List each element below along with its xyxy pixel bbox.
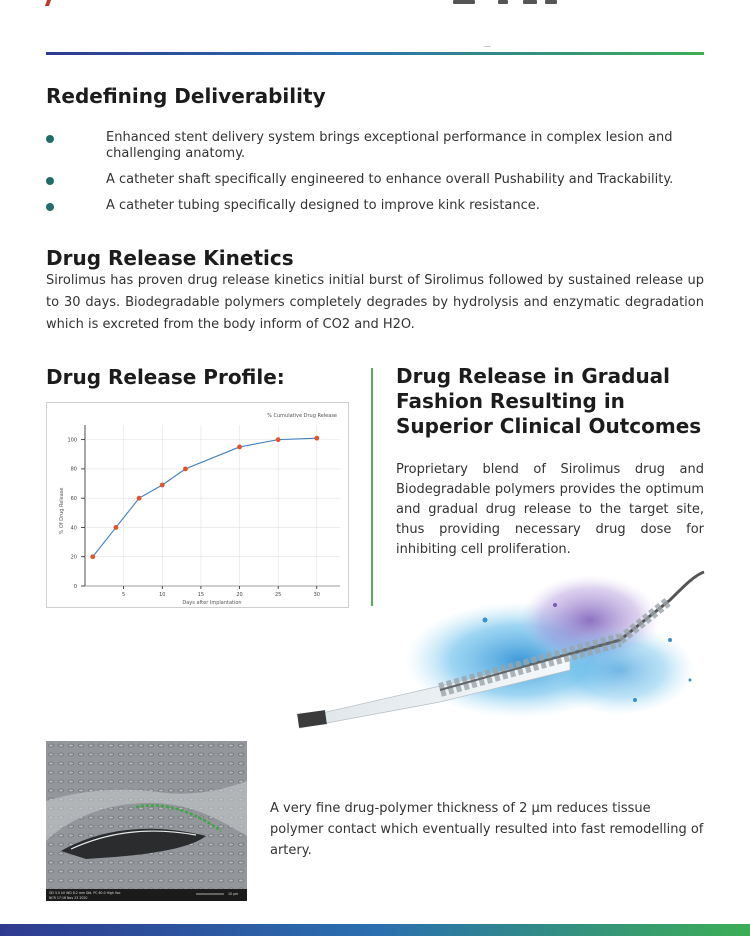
separator-mark: — — [484, 42, 491, 50]
stent-drug-cloud-illustration — [290, 560, 710, 740]
deliverability-bullet-list — [46, 130, 706, 224]
chart-data-point — [137, 496, 142, 501]
bullet-dot-icon — [46, 177, 54, 185]
partner-logos-fragment — [453, 0, 563, 6]
section-title-profile: Drug Release Profile: — [46, 365, 285, 389]
chart-x-axis-label: Days after Implantation — [182, 600, 242, 606]
bullet-item — [46, 130, 706, 162]
section-title-deliverability: Redefining Deliverability — [46, 84, 326, 108]
bullet-item — [46, 172, 706, 188]
thickness-paragraph: A very fine drug-polymer thickness of 2 µm reduces tissue polymer contact which eventually resulted into fast remodelling of artery. — [270, 801, 704, 858]
section-title-gradual-release: Drug Release in Gradual Fashion Resulting in Superior Clinical Outcomes — [396, 364, 702, 438]
logo-mark-fragment — [45, 0, 51, 6]
chart-y-tick-label: 100 — [67, 437, 77, 444]
chart-y-tick-label: 40 — [70, 525, 77, 532]
chart-y-tick-label: 80 — [70, 466, 77, 473]
chart-data-point — [90, 554, 95, 559]
chart-data-point — [237, 445, 242, 450]
kinetics-paragraph: Sirolimus has proven drug release kinetics initial burst of Sirolimus followed by sustained release up to 30 days. Biodegradable polymers completely degrades by hydrolysis and enzymatic degradation which is excreted from the body inform of CO2 and H2O. — [46, 273, 704, 332]
chart-y-tick-label: 60 — [70, 495, 77, 502]
chart-data-point — [314, 436, 319, 441]
chart-data-point — [114, 525, 119, 530]
bullet-text: Enhanced stent delivery system brings exceptional performance in complex lesion and challenging anatomy. — [106, 130, 673, 161]
chart-data-point — [276, 437, 281, 442]
sem-micrograph-image — [46, 741, 247, 901]
chart-data-point — [160, 483, 165, 488]
bullet-text: A catheter shaft specifically engineered to enhance overall Pushability and Trackability. — [106, 172, 674, 187]
bullet-text: A catheter tubing specifically designed to improve kink resistance. — [106, 198, 540, 213]
sem-caption-row1: SEI 5.0 kV WD 8.2 mm Std. PC 60.0 High Vac — [49, 891, 121, 895]
chart-x-tick-label: 30 — [313, 592, 321, 598]
chart-x-tick-label: 15 — [197, 592, 205, 598]
sem-scale-bar-label: 10 µm — [228, 892, 239, 896]
chart-y-axis-label: % Of Drug Release — [59, 487, 65, 535]
chart-y-tick-label: 0 — [73, 583, 77, 590]
bullet-item — [46, 198, 706, 214]
chart-series-line — [93, 438, 317, 557]
footer-gradient-bar — [0, 924, 750, 936]
bullet-dot-icon — [46, 135, 54, 143]
gradual-release-paragraph: Proprietary blend of Sirolimus drug and Biodegradable polymers provides the optimum and gradual drug release to the target site, thus providing necessary drug dose for inhibiting cell proliferation. — [396, 462, 704, 557]
sem-caption-row2: NCR 17:16 Nov 23 2020 — [49, 896, 88, 900]
header-gradient-rule — [46, 52, 704, 55]
section-title-kinetics: Drug Release Kinetics — [46, 246, 294, 270]
chart-x-tick-label: 25 — [274, 592, 282, 598]
chart-legend: % Cumulative Drug Release — [267, 413, 337, 419]
chart-x-tick-label: 10 — [159, 592, 166, 598]
chart-x-tick-label: 20 — [236, 592, 243, 598]
chart-y-tick-label: 20 — [70, 554, 77, 561]
chart-x-tick-label: 5 — [122, 592, 126, 598]
bullet-dot-icon — [46, 203, 54, 211]
chart-data-point — [183, 467, 188, 472]
